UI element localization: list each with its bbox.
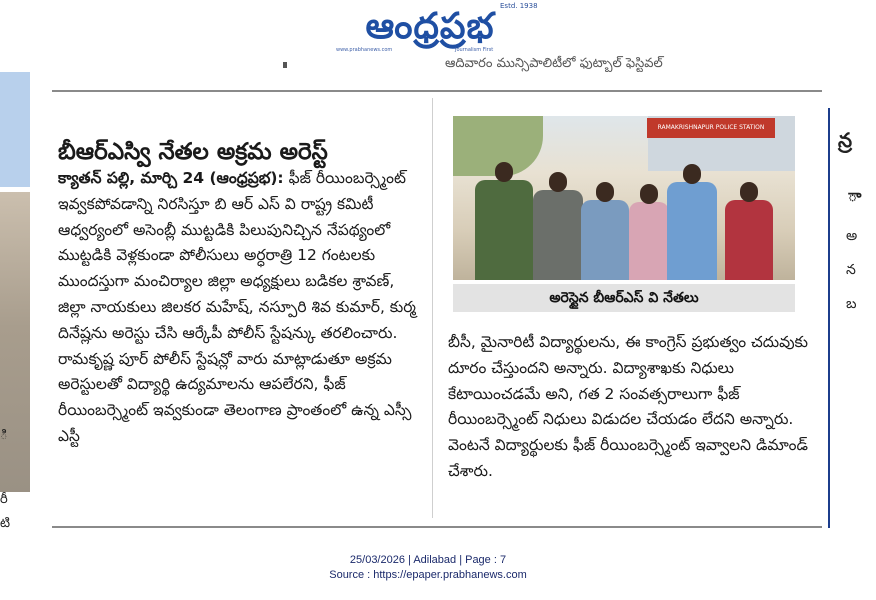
article-paragraph-right: బీసీ, మైనారిటీ విద్యార్థులను, ఈ కాంగ్రెస్ ప్రభుత్వం చదువుకు దూరం చేస్తుందని అన్నారు. విద్యాశాఖకు నిధులు కేటాయించడమే అని, గత 2 సంవత్సరాలుగా ఫీజ్ రీయింబర్స్మెంట్ నిధులు విడుదల చేయడం లేదని అన్నారు. వెంటనే విద్యార్థులకు ఫీజ్ రీయింబర్స్మెంట్ ఇవ్వాలని డిమాండ్ చేశారు.	[448, 333, 809, 480]
article-body-left	[58, 166, 426, 450]
top-cut-text: ఆదివారం మున్సిపాలిటీలో ఫుట్బాల్ ఫెస్టివల్	[445, 56, 663, 71]
person-3	[581, 200, 629, 280]
logo-url: www.prabhanews.com	[336, 47, 393, 53]
footer-edition-info: 25/03/2026 | Adilabad | Page : 7	[349, 554, 507, 566]
cut-text-fragment	[283, 62, 287, 68]
page-footer	[0, 553, 856, 583]
masthead	[0, 0, 856, 60]
left-fragment-3: టి	[0, 516, 11, 531]
logo-tagline: Journalism First	[455, 47, 494, 53]
right-adjacent-article	[828, 108, 858, 528]
person-4	[629, 202, 669, 280]
right-fragment-3: అ	[846, 228, 858, 244]
person-1	[475, 180, 533, 280]
footer-source-link[interactable]: Source : https://epaper.prabhanews.com	[329, 569, 527, 581]
photo-caption: అరెస్టైన బీఆర్ఎస్ వి నేతలు	[453, 284, 795, 312]
police-station-sign: RAMAKRISHNAPUR POLICE STATION	[647, 118, 775, 138]
left-fragment-2: రీ	[0, 492, 8, 507]
newspaper-logo[interactable]: ఆంధ్రప్రభ	[365, 5, 495, 47]
logo-established: Estd. 1938	[500, 2, 538, 10]
right-fragment-4: న	[846, 262, 856, 278]
right-fragment-5: బ	[846, 296, 857, 312]
article-photo[interactable]	[453, 116, 795, 280]
person-6	[725, 200, 773, 280]
right-fragment-2: ా	[848, 186, 862, 205]
left-blue-panel	[0, 72, 30, 187]
top-divider	[52, 90, 822, 92]
left-adjacent-photo	[0, 72, 30, 422]
right-fragment-1: న్ర	[838, 128, 853, 152]
left-fragment-1: ి	[0, 428, 8, 443]
column-separator	[432, 98, 433, 518]
left-photo-crop	[0, 192, 30, 492]
article-body-right	[448, 330, 818, 485]
article-paragraph-left: ఫీజ్ రీయింబర్స్మెంట్ ఇవ్వకపోవడాన్ని నిరసిస్తూ బి ఆర్ ఎస్ వి రాష్ట్ర కమిటీ ఆధ్వర్యంలో అసెంబ్లీ ముట్టడికి పిలుపునిచ్చిన నేపథ్యంలో ముట్టడికి వెళ్లకుండా పోలీసులు అర్ధరాత్రి 12 గంటలకు ముందస్తుగా మంచిర్యాల జిల్లా అధ్యక్షులు బడికల శ్రావణ్, జిల్లా నాయకులు జిలకర మహేష్, నస్పూరి శివ కుమార్, కుర్మ దినేష్లను అరెస్టు చేసి ఆర్కేపీ పోలీస్ స్టేషన్కు తరలించారు. రామకృష్ణ పూర్ పోలీస్ స్టేషన్లో వారు మాట్లాడుతూ అక్రమ అరెస్టులతో విద్యార్థి ఉద్యమాలను ఆపలేరని, ఫీజ్ రీయింబర్స్మెంట్ ఇవ్వకుండా తెలంగాణ ప్రాంతంలో ఉన్న ఎస్సీ ఎస్టీ	[58, 169, 416, 445]
person-2	[533, 190, 583, 280]
person-5	[667, 182, 717, 280]
article-headline: బీఆర్ఎస్వి నేతల అక్రమ అరెస్ట్	[58, 139, 328, 166]
bottom-divider	[52, 526, 822, 528]
article-dateline: క్యాతన్ పల్లి, మార్చి 24 (ఆంధ్రప్రభ):	[58, 169, 284, 187]
